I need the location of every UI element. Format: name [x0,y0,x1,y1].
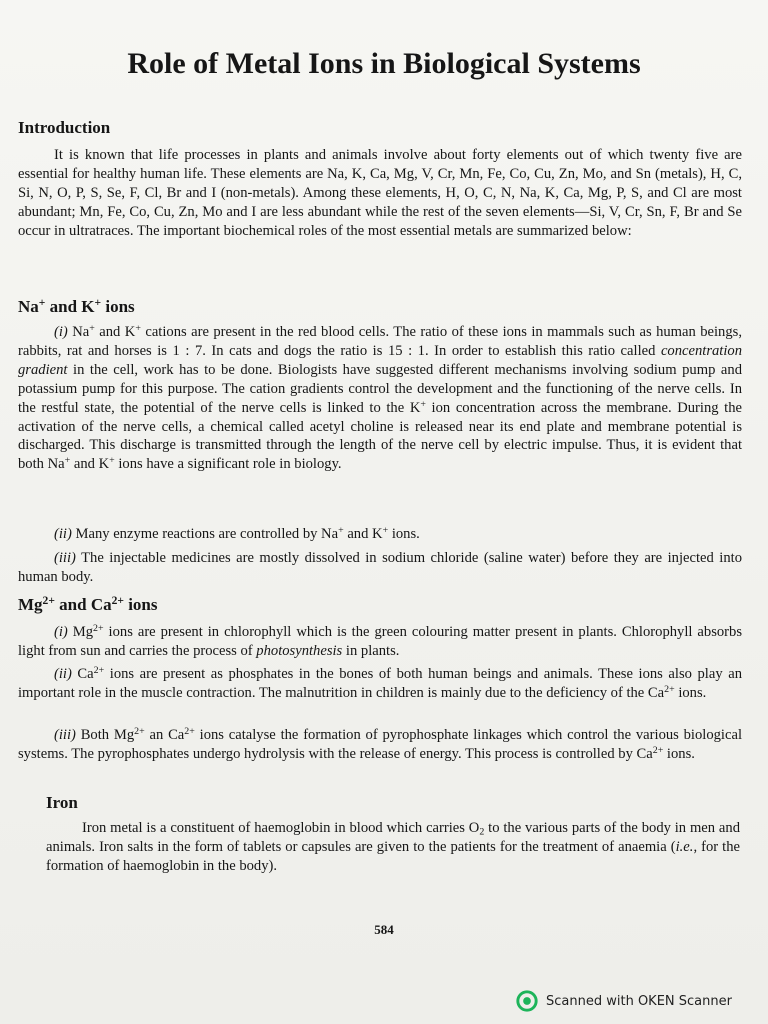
heading-introduction: Introduction [18,118,111,137]
heading-iron: Iron [46,793,78,812]
scanner-watermark [516,990,732,1012]
page-number: 584 [374,922,394,937]
na-k-paragraph-i: (i) Na+ and K+ cations are present in the red blood cells. The ratio of these ions in mammals such as human beings, rabbits, rat and horses is 1 : 7. In cats and dogs the ratio is 15 : 1. In order to establish this ratio called concentration gradient in the cell, work has to be done. Biologists have suggested different mechanisms involving sodium pump and potassium pump for this purpose. The cation gradients control the development and the functioning of the nerve cells. In the restful state, the potential of the nerve cells is linked to the K+ ion concentration across the membrane. During the activation of the nerve cells, a chemical called acetyl choline is released near its end plate and membrane potential is discharged. This discharge is transmitted through the length of the nerve cell by electric impulse. Thus, it is evident that both Na+ and K+ ions have a significant role in biology. [18,323,742,473]
na-k-paragraph-iii: (iii) The injectable medicines are mostly dissolved in sodium chloride (saline water) before they are injected into human body. [18,550,742,585]
scanner-label: Scanned with OKEN Scanner [546,993,732,1009]
heading-na-k-ions: Na+ and K+ ions [18,296,135,316]
heading-mg-ca-ions: $Mg^{2+}$ and $Ca^{2+}$ ions [18,594,158,614]
oken-scanner-logo-icon [516,990,538,1012]
mg-ca-paragraph-ii: (ii) $Ca^{2+}$ ions are present as phosphates in the bones of both human beings and animals. These ions also play an important role in the muscle contraction. The malnutrition in children is mainly due to the deficiency of the $Ca^{2+}$ ions. [18,665,742,701]
page-title: Role of Metal Ions in Biological Systems [127,47,641,80]
intro-paragraph: It is known that life processes in plants and animals involve about forty elements out of which twenty five are essential for healthy human life. These elements are Na, K, Ca, Mg, V, Cr, Mn, Fe, Co, Cu, Zn, Mo, and Sn (metals), H, C, Si, N, O, P, S, Se, F, Cl, Br and I (non-metals). Among these elements, H, O, C, N, Na, K, Ca, Mg, P, S, and Cl are most abundant; Mn, Fe, Co, Cu, Zn, Mo and I are less abundant while the rest of the seven elements—Si, V, Cr, Sn, F, Br and Se occur in ultratraces. The important biochemical roles of the most essential metals are summarized below: [18,147,742,239]
iron-paragraph: Iron metal is a constituent of haemoglobin in blood which carries $O_2$ to the various parts of the body in men and animals. Iron salts in the form of tablets or capsules are given to the patients for the treatment of anaemia (i.e., for the formation of haemoglobin in the body). [46,820,740,874]
na-k-paragraph-ii: (ii) Many enzyme reactions are controlled by Na+ and K+ ions. [54,525,420,542]
mg-ca-paragraph-i: (i) $Mg^{2+}$ ions are present in chlorophyll which is the green colouring matter present in plants. Chlorophyll absorbs light from sun and carries the process of photosynthesis in plants. [18,623,743,659]
mg-ca-paragraph-iii: (iii) Both $Mg^{2+}$ an $Ca^{2+}$ ions catalyse the formation of pyrophosphate linkages which control the various biological systems. The pyrophosphates undergo hydrolysis with the release of energy. This process is controlled by $Ca^{2+}$ ions. [18,726,742,762]
